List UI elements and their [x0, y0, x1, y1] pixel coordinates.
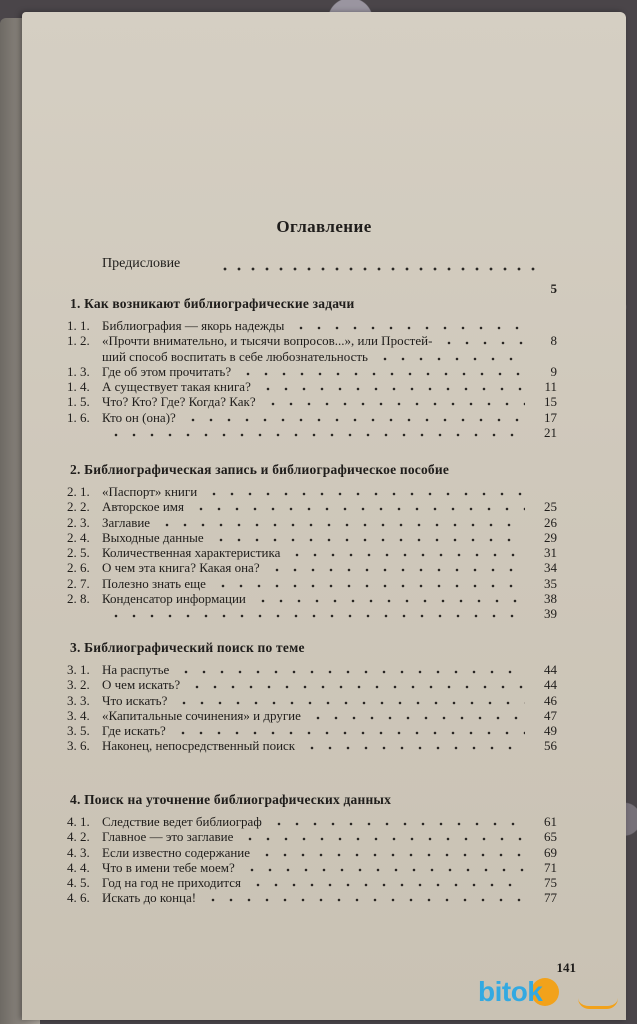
toc-entry-page: 44	[544, 677, 557, 693]
toc-entry-title: Что в имени тебе моем?	[102, 859, 235, 875]
toc-entry-title: Следствие ведет библиограф	[102, 814, 262, 829]
toc-entry	[67, 829, 557, 844]
toc-entry-title: Главное — это заглавие	[102, 829, 234, 845]
toc-entry-page: 69	[544, 844, 557, 860]
toc-entry	[67, 545, 557, 560]
toc-entry-page: 77	[544, 890, 557, 906]
toc-entry-title: О чем искать?	[102, 677, 181, 693]
toc-entry-title: Конденсатор информации	[102, 591, 246, 607]
toc-entry-title: Где искать?	[102, 723, 166, 739]
dot-leader	[107, 432, 525, 438]
toc-entry-number: 1. 3.	[67, 363, 90, 379]
toc-entry-page: 46	[544, 692, 557, 708]
toc-entry-page: 25	[544, 499, 557, 515]
dot-leader	[177, 669, 525, 675]
toc-entry-number: 3. 5.	[67, 723, 90, 739]
toc-entry-title: Кто он (она)?	[102, 409, 176, 425]
toc-entry-number: 3. 2.	[67, 677, 90, 693]
toc-entry-title: На распутье	[102, 662, 170, 677]
toc-entry-text	[67, 530, 204, 545]
toc-entry-number: 4. 1.	[67, 814, 90, 829]
toc-entry	[67, 364, 557, 379]
toc-entry-page: 17	[544, 409, 557, 425]
toc-entry-text	[67, 738, 295, 753]
toc-entry-number: 2. 5.	[67, 545, 90, 561]
toc-entry-text	[67, 890, 196, 905]
dot-leader	[184, 417, 525, 423]
toc-entry-title: Авторское имя	[102, 499, 184, 515]
toc-entry-text	[67, 576, 206, 591]
toc-entry-page: 49	[544, 723, 557, 739]
dot-leader	[212, 537, 525, 543]
toc-entry-page: 8	[550, 333, 557, 349]
section-title: 4. Поиск на уточнение библиографических данных	[70, 792, 392, 807]
toc-section-2	[67, 462, 557, 622]
toc-entry-text	[67, 708, 301, 723]
page-number: 141	[556, 960, 576, 975]
toc-entry-number: 2. 8.	[67, 591, 90, 607]
dot-leader	[268, 567, 525, 573]
toc-entry-text	[67, 829, 233, 844]
dot-leader	[292, 325, 525, 331]
toc-entry	[67, 394, 557, 409]
toc-entry-number: 4. 4.	[67, 859, 90, 875]
toc-entry-text	[67, 662, 169, 677]
toc-entry-text	[67, 845, 250, 860]
toc-entry	[67, 606, 557, 621]
toc-entry-number: 3. 4.	[67, 707, 90, 723]
toc-entry-number: 2. 7.	[67, 575, 90, 591]
toc-entry-page: 9	[550, 363, 557, 379]
toc-entry-title: Количественная характеристика	[102, 545, 281, 561]
dot-leader	[249, 882, 525, 888]
preface-page: 5	[550, 281, 557, 296]
toc-entry	[67, 662, 557, 677]
toc-entry-page: 65	[544, 829, 557, 845]
toc-section-1	[67, 296, 557, 440]
toc-entry	[67, 560, 557, 575]
page-title: Оглавление	[276, 217, 372, 236]
dot-leader	[309, 715, 525, 721]
toc-entry	[67, 814, 557, 829]
dot-leader	[188, 684, 525, 690]
toc-entry	[67, 845, 557, 860]
toc-entry	[67, 591, 557, 606]
dot-leader	[241, 836, 525, 842]
dot-leader	[259, 386, 525, 392]
section-title: 3. Библиографический поиск по теме	[70, 640, 305, 655]
toc-entry	[67, 576, 557, 591]
dot-leader	[107, 613, 525, 619]
toc-entry-title: Заглавие	[102, 514, 151, 530]
toc-entry-number: 2. 3.	[67, 514, 90, 530]
bitok-watermark-logo	[470, 974, 630, 1014]
toc-entry-title: О чем эта книга? Какая она?	[102, 560, 260, 576]
toc-entry-text	[67, 379, 251, 394]
dot-leader	[218, 262, 538, 276]
toc-entry-page: 47	[544, 707, 557, 723]
toc-entry-title: Полезно знать еще	[102, 575, 206, 591]
book-page	[22, 12, 626, 1020]
toc-entry-number: 1. 6.	[67, 409, 90, 425]
toc-entry-title: Что искать?	[102, 692, 168, 708]
toc-entry-title: Что? Кто? Где? Когда? Как?	[102, 394, 256, 410]
toc-entry-page: 29	[544, 529, 557, 545]
dot-leader	[243, 867, 525, 873]
toc-entry-title: «Капитальные сочинения» и другие	[102, 707, 301, 723]
toc-entry-text	[67, 410, 176, 425]
toc-entry-number: 3. 3.	[67, 692, 90, 708]
dot-leader	[264, 401, 525, 407]
preface-label: Предисловие	[102, 256, 181, 271]
toc-entry	[67, 410, 557, 425]
toc-entry	[67, 333, 557, 348]
section-title: 2. Библиографическая запись и библиографическое пособие	[70, 462, 450, 477]
toc-entry-text	[67, 723, 166, 738]
toc-entry	[67, 723, 557, 738]
toc-entry-number: 2. 6.	[67, 560, 90, 576]
toc-entry-text	[67, 693, 167, 708]
toc-entry-text	[67, 333, 432, 348]
toc-entry-text	[67, 545, 280, 560]
dot-leader	[175, 700, 525, 706]
toc-entry-page: 34	[544, 560, 557, 576]
toc-entry-title: «Паспорт» книги	[102, 484, 198, 499]
toc-entry-page: 71	[544, 859, 557, 875]
toc-entry-number: 1. 5.	[67, 394, 90, 410]
dot-leader	[192, 506, 525, 512]
toc-entry-text	[67, 499, 184, 514]
dot-leader	[440, 340, 525, 346]
toc-entry-text	[67, 484, 197, 499]
logo-swoosh-icon	[578, 998, 618, 1009]
toc-entry-title: Выходные данные	[102, 529, 204, 545]
toc-entry	[67, 875, 557, 890]
toc-entry	[67, 425, 557, 440]
toc-entry-page: 38	[544, 591, 557, 607]
toc-entry-number: 4. 5.	[67, 875, 90, 891]
toc-entry-title: Если известно содержание	[102, 844, 251, 860]
toc-entry-page: 39	[544, 606, 557, 622]
dot-leader	[204, 897, 525, 903]
toc-entry-title: ший способ воспитать в себе любознательность	[102, 348, 368, 364]
toc-entry-number: 2. 1.	[67, 484, 90, 499]
toc-entry-page: 26	[544, 514, 557, 530]
dot-leader	[205, 491, 525, 497]
toc-entry-title: Где об этом прочитать?	[102, 363, 232, 379]
toc-entry-title: «Прочти внимательно, и тысячи вопросов...», или Простей-	[102, 333, 433, 349]
logo-wordmark: bitok	[478, 976, 543, 1007]
toc-entry-number: 1. 1.	[67, 318, 90, 333]
toc-entry	[67, 499, 557, 514]
toc-entry-title: Библиография — якорь надежды	[102, 318, 285, 333]
dot-leader	[303, 745, 525, 751]
toc-entry-number: 4. 6.	[67, 890, 90, 906]
toc-entry-page: 44	[544, 662, 557, 677]
dot-leader	[174, 730, 525, 736]
toc-entry-number: 1. 2.	[67, 333, 90, 349]
toc-entry	[67, 738, 557, 753]
toc-entry-number: 1. 4.	[67, 379, 90, 395]
toc-entry-title: Искать до конца!	[102, 890, 197, 906]
preface-entry	[102, 256, 557, 296]
toc-entry	[67, 318, 557, 333]
toc-entry-text	[67, 875, 241, 890]
toc-entry-page: 21	[544, 425, 557, 441]
toc-entry-page: 11	[544, 379, 557, 395]
toc-entry-title: А существует такая книга?	[102, 379, 251, 395]
dot-leader	[270, 821, 525, 827]
toc-entry-title: Год на год не приходится	[102, 875, 242, 891]
toc-entry-page: 31	[544, 545, 557, 561]
toc-entry-page: 56	[544, 738, 557, 754]
dot-leader	[214, 583, 525, 589]
toc-entry	[67, 379, 557, 394]
toc-section-4	[67, 792, 557, 906]
dot-leader	[158, 522, 525, 528]
toc-entry-number: 2. 4.	[67, 529, 90, 545]
toc-entry	[67, 530, 557, 545]
toc-entry	[67, 677, 557, 692]
dot-leader	[258, 852, 525, 858]
toc-entry-text	[67, 394, 256, 409]
toc-entry-text	[67, 560, 260, 575]
toc-entry-text	[67, 591, 246, 606]
toc-section-3	[67, 640, 557, 754]
dot-leader	[288, 552, 525, 558]
dot-leader	[254, 598, 525, 604]
toc-entry	[67, 693, 557, 708]
toc-entry-text	[67, 318, 284, 333]
toc-entry-number: 3. 6.	[67, 738, 90, 754]
toc-entry-page: 61	[544, 814, 557, 829]
toc-entry-page: 15	[544, 394, 557, 410]
dot-leader	[239, 371, 525, 377]
toc-entry-text	[102, 349, 368, 364]
toc-entry-number: 2. 2.	[67, 499, 90, 515]
toc-entry-number: 4. 2.	[67, 829, 90, 845]
toc-entry-text	[67, 814, 262, 829]
toc-entry	[67, 484, 557, 499]
toc-entry-page: 35	[544, 575, 557, 591]
dot-leader	[376, 356, 525, 362]
toc-entry-text	[67, 677, 180, 692]
toc-entry-page: 75	[544, 875, 557, 891]
toc-entry-text	[67, 860, 235, 875]
toc-entry-number: 3. 1.	[67, 662, 90, 677]
toc-entry-text	[67, 364, 231, 379]
toc-entry-text	[67, 515, 150, 530]
toc-entry	[67, 708, 557, 723]
toc-entry	[67, 515, 557, 530]
toc-entry	[67, 349, 557, 364]
toc-entry	[67, 860, 557, 875]
toc-entry	[67, 890, 557, 905]
toc-entry-title: Наконец, непосредственный поиск	[102, 738, 296, 754]
section-title: 1. Как возникают библиографические задачи	[70, 296, 355, 311]
toc-entry-number: 4. 3.	[67, 844, 90, 860]
